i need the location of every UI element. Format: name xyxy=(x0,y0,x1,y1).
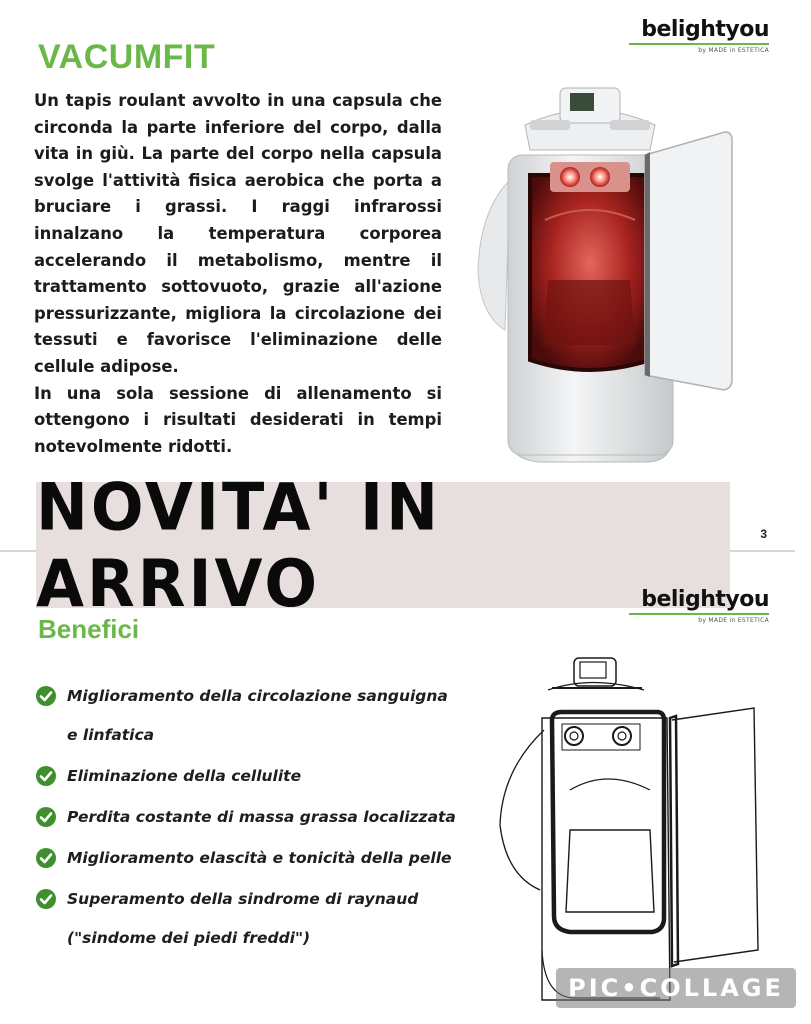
brand-logo-subtitle: by MADE in ESTETICA xyxy=(698,47,769,54)
vacumfit-capsule-photo xyxy=(470,80,740,465)
benefit-item xyxy=(36,889,496,948)
brand-logo-bottom-subtitle: by MADE in ESTETICA xyxy=(698,617,769,624)
description-paragraph-2: In una sola sessione di allenamento si ottengono i risultati desiderati in tempi notevolmente ridotti. xyxy=(34,383,442,456)
watermark-badge xyxy=(556,968,796,1008)
check-icon xyxy=(36,686,56,706)
benefit-text: Perdita costante di massa grassa localizzata xyxy=(67,808,456,826)
description-text xyxy=(34,88,442,460)
announcement-banner xyxy=(36,468,730,622)
benefit-text-continued: ("sindome dei piedi freddi") xyxy=(67,929,311,947)
benefit-text: Superamento della sindrome di raynaud xyxy=(67,890,419,908)
benefit-text-continued: e linfatica xyxy=(67,726,155,744)
check-icon xyxy=(36,889,56,909)
watermark-text: PIC•COLLAGE xyxy=(568,974,784,1002)
benefit-text: Miglioramento della circolazione sanguigna xyxy=(67,687,448,705)
benefits-list xyxy=(36,686,496,948)
check-icon xyxy=(36,848,56,868)
description-paragraph-1: Un tapis roulant avvolto in una capsula che circonda la parte inferiore del corpo, dalla vita in giù. La parte del corpo nella capsula svolge l'attività fisica aerobica che porta a bruciare i grassi. I raggi infrarossi innalzano la temperatura corporea accelerando il metabolismo, mentre il trattamento sottovuoto, grazie all'azione pressurizzante, migliora la circolazione dei tessuti e favorisce l'eliminazione delle cellule adipose. xyxy=(34,91,442,376)
page-title: VACUMFIT xyxy=(38,38,216,76)
benefit-text: Eliminazione della cellulite xyxy=(67,767,302,785)
benefit-item xyxy=(36,686,496,745)
announcement-banner-text: NOVITA' IN ARRIVO xyxy=(36,468,441,622)
brand-logo-bottom xyxy=(629,588,769,624)
check-icon xyxy=(36,766,56,786)
capsule-line-drawing xyxy=(492,650,767,1010)
benefit-text: Miglioramento elascità e tonicità della pelle xyxy=(67,849,452,867)
benefit-item xyxy=(36,766,496,786)
check-icon xyxy=(36,807,56,827)
benefit-item xyxy=(36,807,496,827)
benefit-item xyxy=(36,848,496,868)
brand-logo-text: belightyou xyxy=(629,18,769,45)
benefits-heading: Benefici xyxy=(38,614,140,644)
page-number: 3 xyxy=(760,527,767,541)
brand-logo xyxy=(629,18,769,54)
brand-logo-bottom-text: belightyou xyxy=(629,588,769,615)
